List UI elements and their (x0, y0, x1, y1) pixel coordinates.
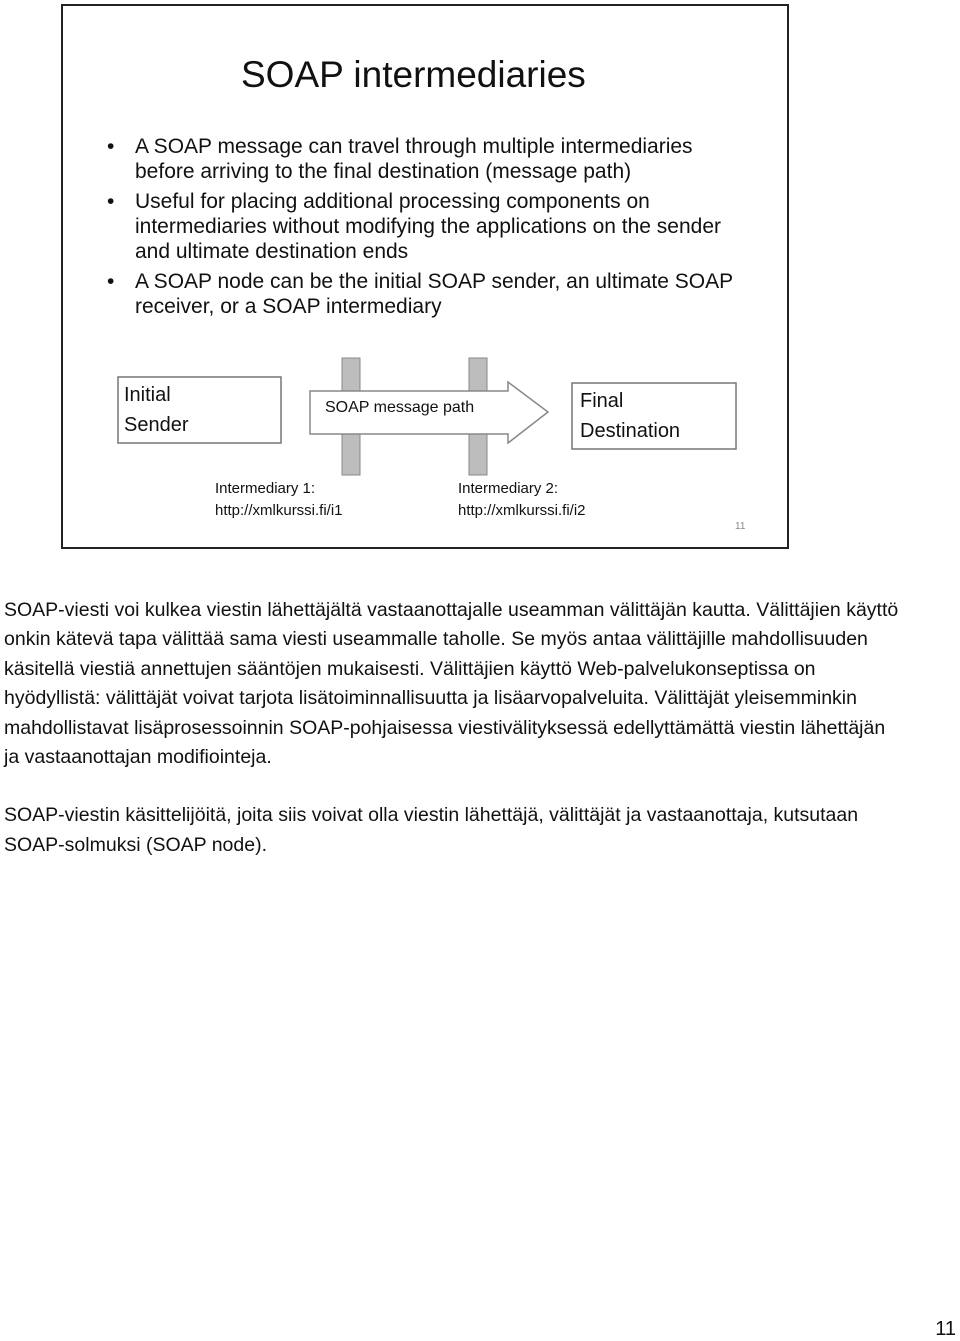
intermediary-1-label: Intermediary 1: http://xmlkurssi.fi/i1 (215, 480, 343, 519)
notes-paragraph: SOAP-viestin käsittelijöitä, joita siis voivat olla viestin lähettäjä, välittäjät ja vastaanottaja, kutsutaan SOAP-solmuksi (SOAP node). (4, 804, 859, 856)
slide-title: SOAP intermediaries (241, 54, 586, 95)
final-destination-label: Final Destination (580, 390, 681, 442)
bullet-item: • A SOAP node can be the initial SOAP sender, an ultimate SOAP receiver, or a SOAP intermediary (107, 269, 747, 319)
initial-sender-label: Initial Sender (124, 384, 189, 436)
page-number: 11 (935, 1318, 956, 1340)
slide (61, 4, 789, 549)
speaker-notes (4, 596, 904, 889)
notes-paragraph: SOAP-viesti voi kulkea viestin lähettäjältä vastaanottajalle useamman välittäjän kautta. Välittäjien käyttö onkin kätevä tapa välittää sama viesti useammalle taholle. Se myös antaa välittäjille mahdollisuuden käsitellä viestiä annettujen sääntöjen mukaisesti. Välittäjien käyttö Web-palvelukonseptissa on hyödyllistä: välittäjät voivat tarjota lisätoiminnallisuutta ja lisäarvopalveluita. Välittäjät yleisemminkin mahdollistavat lisäprosessoinnin SOAP-pohjaisessa viestivälityksessä edellyttämättä viestin lähettäjän ja vastaanottajan modifiointeja. (4, 599, 899, 769)
bullet-item: • A SOAP message can travel through multiple intermediaries before arriving to the final destination (message path) (107, 134, 747, 184)
message-path-diagram (63, 6, 787, 547)
slide-number: 11 (735, 521, 746, 532)
intermediary-2-label: Intermediary 2: http://xmlkurssi.fi/i2 (458, 480, 586, 519)
message-path-label: SOAP message path (325, 399, 475, 416)
bullet-item: • Useful for placing additional processing components on intermediaries without modifying the applications on the sender and ultimate destination ends (107, 189, 747, 264)
